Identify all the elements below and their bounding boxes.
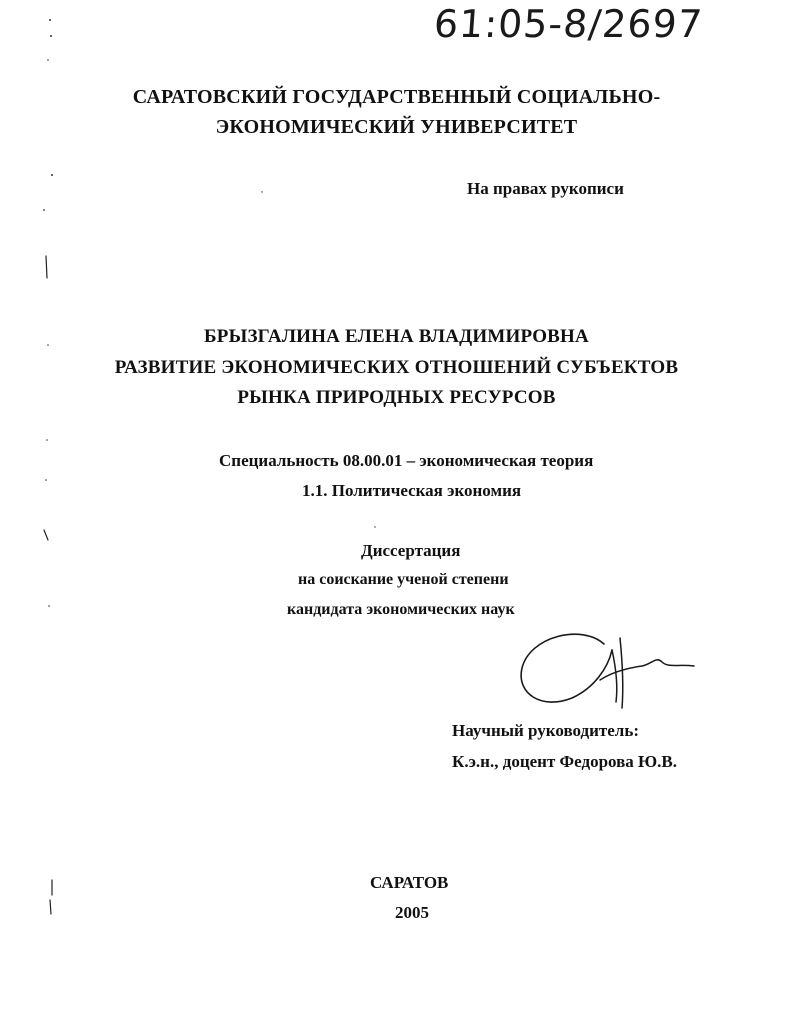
specialty-subfield: 1.1. Политическая экономия	[302, 481, 522, 500]
supervisor-name: К.э.н., доцент Федорова Ю.В.	[452, 752, 678, 771]
degree-purpose: на соискание ученой степени	[298, 571, 509, 588]
thesis-title-line1: РАЗВИТИЕ ЭКОНОМИЧЕСКИХ ОТНОШЕНИЙ СУБЪЕКТОВ	[114, 357, 679, 378]
archive-number-handwritten: 61:05-8/2697	[432, 2, 705, 46]
supervisor-signature	[512, 628, 697, 718]
supervisor-label: Научный руководитель:	[452, 721, 639, 740]
university-name-line1: САРАТОВСКИЙ ГОСУДАРСТВЕННЫЙ СОЦИАЛЬНО-	[132, 86, 661, 108]
specialty-code: Специальность 08.00.01 – экономическая теория	[219, 451, 594, 470]
author-name: БРЫЗГАЛИНА ЕЛЕНА ВЛАДИМИРОВНА	[204, 326, 589, 347]
manuscript-rights-note: На правах рукописи	[467, 179, 624, 198]
year: 2005	[395, 903, 429, 922]
thesis-title-line2: РЫНКА ПРИРОДНЫХ РЕСУРСОВ	[237, 387, 556, 408]
city: САРАТОВ	[370, 873, 449, 892]
document-type: Диссертация	[361, 541, 461, 560]
university-name-line2: ЭКОНОМИЧЕСКИЙ УНИВЕРСИТЕТ	[215, 116, 578, 138]
degree-name: кандидата экономических наук	[287, 601, 515, 618]
